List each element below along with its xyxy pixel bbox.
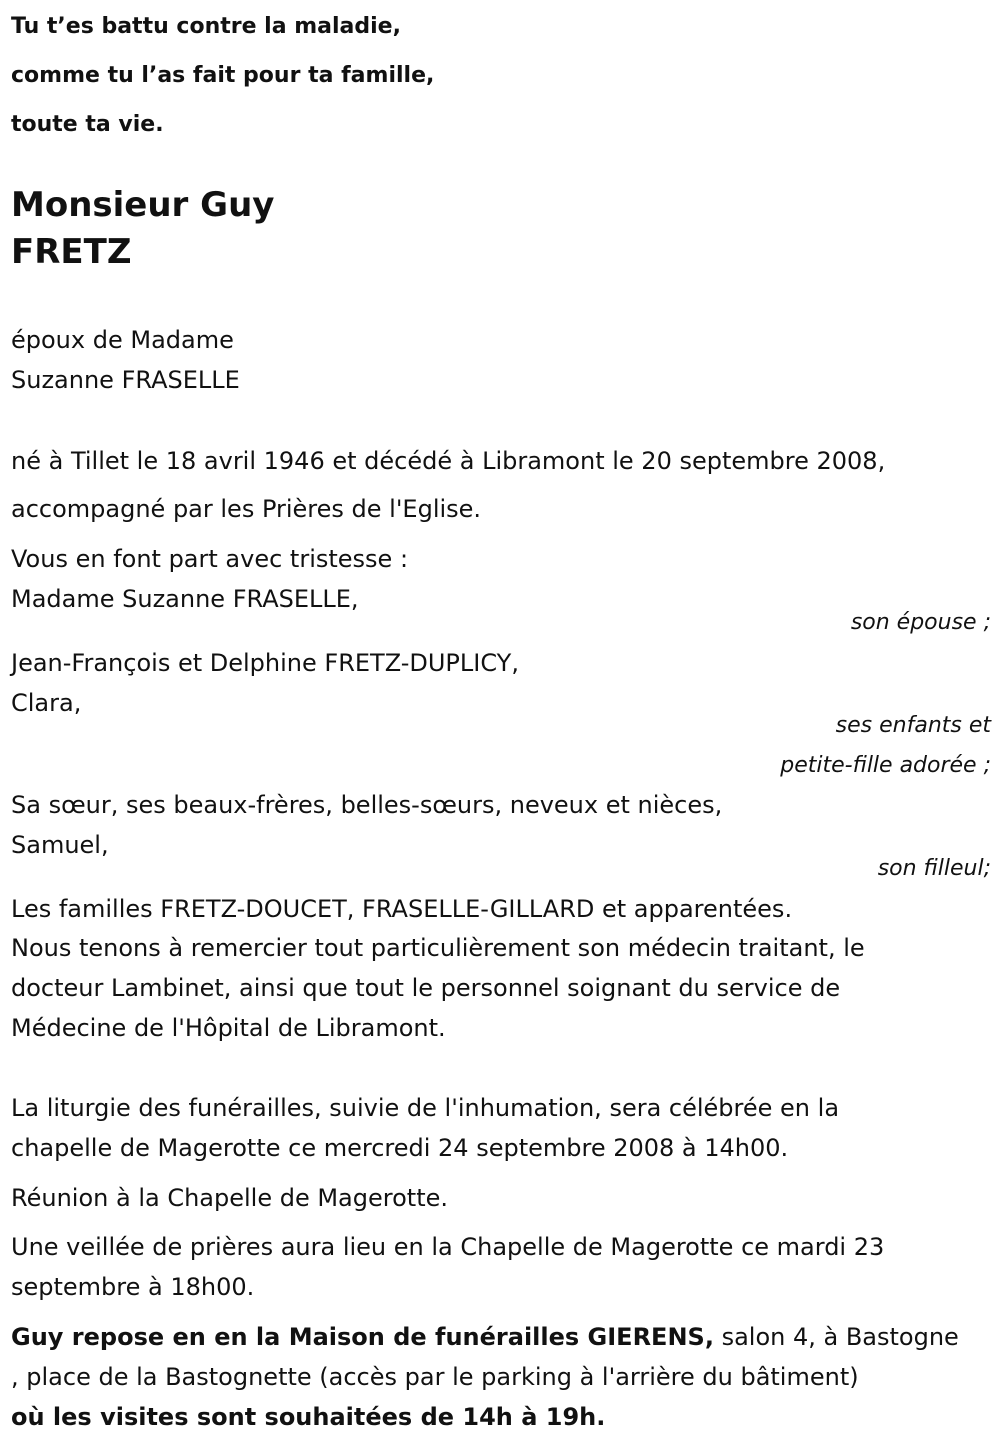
family-wife-role: son épouse ; xyxy=(850,610,991,635)
family-godson-role: son filleul; xyxy=(877,856,991,881)
family-siblings: Sa sœur, ses beaux-frères, belles-sœurs, neveux et nièces, xyxy=(11,791,723,819)
repose-normal-part: salon 4, à Bastogne xyxy=(713,1323,959,1351)
repose-line-1 xyxy=(11,1322,959,1352)
intro-line-1: Tu t’es battu contre la maladie, xyxy=(11,14,401,39)
intro-line-3: toute ta vie. xyxy=(11,112,164,137)
thanks-line-1: Nous tenons à remercier tout particulièrement son médecin traitant, le xyxy=(11,934,865,962)
family-wife: Madame Suzanne FRASELLE, xyxy=(11,585,359,613)
meeting-line: Réunion à la Chapelle de Magerotte. xyxy=(11,1184,449,1212)
spouse-line-2: Suzanne FRASELLE xyxy=(11,366,240,394)
repose-line-2: , place de la Bastognette (accès par le parking à l'arrière du bâtiment) xyxy=(11,1363,859,1391)
liturgy-line-1: La liturgie des funérailles, suivie de l'inhumation, sera célébrée en la xyxy=(11,1094,840,1122)
deceased-surname: FRETZ xyxy=(11,232,132,272)
family-children-role-2: petite-fille adorée ; xyxy=(780,753,991,778)
thanks-line-2: docteur Lambinet, ainsi que tout le personnel soignant du service de xyxy=(11,974,841,1002)
prayers-line: accompagné par les Prières de l'Eglise. xyxy=(11,495,482,523)
liturgy-line-2: chapelle de Magerotte ce mercredi 24 septembre 2008 à 14h00. xyxy=(11,1134,789,1162)
family-godson: Samuel, xyxy=(11,831,109,859)
family-children-role-1: ses enfants et xyxy=(835,713,991,738)
family-children: Jean-François et Delphine FRETZ-DUPLICY, xyxy=(11,649,519,677)
announcement-line: Vous en font part avec tristesse : xyxy=(11,545,409,573)
family-families: Les familles FRETZ-DOUCET, FRASELLE-GILLARD et apparentées. xyxy=(11,895,793,923)
vigil-line-1: Une veillée de prières aura lieu en la Chapelle de Magerotte ce mardi 23 xyxy=(11,1233,885,1261)
family-grandchild: Clara, xyxy=(11,689,82,717)
repose-line-3: où les visites sont souhaitées de 14h à 19h. xyxy=(11,1403,606,1431)
intro-line-2: comme tu l’as fait pour ta famille, xyxy=(11,63,435,88)
spouse-line-1: époux de Madame xyxy=(11,326,234,354)
repose-bold-part: Guy repose en en la Maison de funérailles GIERENS, xyxy=(11,1323,714,1351)
vigil-line-2: septembre à 18h00. xyxy=(11,1273,255,1301)
thanks-line-3: Médecine de l'Hôpital de Libramont. xyxy=(11,1014,446,1042)
birth-death-line: né à Tillet le 18 avril 1946 et décédé à Libramont le 20 septembre 2008, xyxy=(11,447,886,475)
deceased-title-first: Monsieur Guy xyxy=(11,185,275,225)
